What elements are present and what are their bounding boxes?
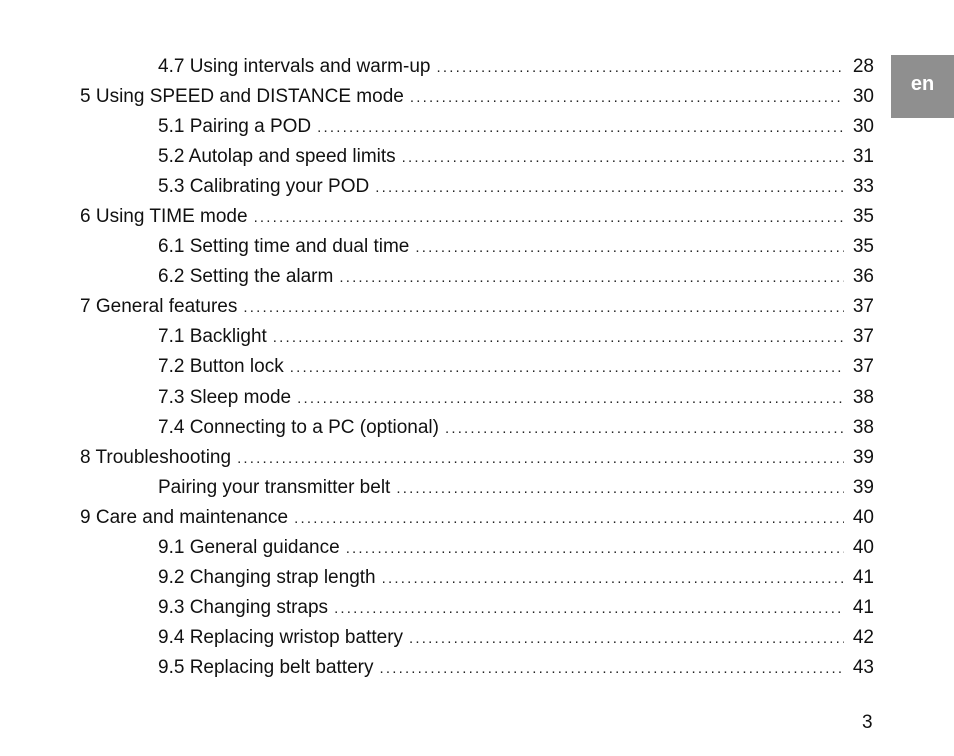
toc-entry-page: 41	[852, 597, 874, 619]
toc-dot-leader	[382, 564, 844, 594]
toc-dot-leader	[254, 203, 844, 233]
toc-entry-title: 6.2 Setting the alarm	[158, 266, 334, 288]
toc-entry	[0, 233, 954, 263]
toc-entry-title: 9.5 Replacing belt battery	[158, 657, 374, 679]
toc-entry-page: 37	[852, 326, 874, 348]
toc-entry	[0, 263, 954, 293]
toc-entry	[0, 353, 954, 383]
toc-entry-page: 43	[852, 657, 874, 679]
toc-dot-leader	[273, 323, 844, 353]
toc-entry	[0, 564, 954, 594]
toc-entry	[0, 293, 954, 323]
toc-entry-page: 38	[852, 416, 874, 438]
toc-entry-title: 8 Troubleshooting	[80, 446, 232, 468]
toc-dot-leader	[396, 474, 844, 504]
toc-dot-leader	[402, 143, 844, 173]
toc-dot-leader	[339, 263, 844, 293]
toc-dot-leader	[317, 113, 844, 143]
toc-entry-title: 6 Using TIME mode	[80, 206, 248, 228]
toc-entry-title: 7.1 Backlight	[158, 326, 267, 348]
toc-entry-title: 9 Care and maintenance	[80, 506, 289, 528]
toc-entry-title: 7 General features	[80, 296, 238, 318]
toc-dot-leader	[445, 414, 844, 444]
toc-entry	[0, 82, 954, 112]
language-tab-label: en	[910, 73, 935, 95]
toc-entry-title: 9.1 General guidance	[158, 537, 340, 559]
toc-dot-leader	[290, 353, 844, 383]
toc-entry-page: 35	[852, 206, 874, 228]
toc-entry	[0, 52, 954, 82]
toc-dot-leader	[346, 534, 844, 564]
toc-entry	[0, 654, 954, 684]
toc-entry-title: 5.3 Calibrating your POD	[158, 175, 370, 197]
toc-dot-leader	[415, 233, 844, 263]
toc-entry-title: 7.2 Button lock	[158, 356, 284, 378]
toc-dot-leader	[379, 654, 844, 684]
toc-dot-leader	[334, 594, 844, 624]
toc-dot-leader	[243, 293, 844, 323]
toc-entry-title: 5.2 Autolap and speed limits	[158, 145, 396, 167]
toc-dot-leader	[409, 624, 844, 654]
toc-entry	[0, 503, 954, 533]
toc-dot-leader	[237, 444, 844, 474]
toc-entry-page: 30	[852, 85, 874, 107]
toc-entry-page: 35	[852, 236, 874, 258]
toc-entry	[0, 534, 954, 564]
toc-entry-page: 36	[852, 266, 874, 288]
toc-dot-leader	[375, 173, 844, 203]
toc-entry-title: 6.1 Setting time and dual time	[158, 236, 410, 258]
toc-entry-page: 38	[852, 386, 874, 408]
toc-entry-page: 33	[852, 175, 874, 197]
toc-dot-leader	[294, 504, 844, 534]
toc-entry	[0, 594, 954, 624]
toc-entry-page: 39	[852, 446, 874, 468]
toc-entry	[0, 202, 954, 232]
toc-entry	[0, 112, 954, 142]
toc-entry	[0, 172, 954, 202]
toc-entry-page: 40	[852, 506, 874, 528]
toc-dot-leader	[297, 384, 844, 414]
toc-entry-page: 42	[852, 627, 874, 649]
toc-entry	[0, 473, 954, 503]
toc-entry-title: Pairing your transmitter belt	[158, 476, 391, 498]
toc-entry-title: 4.7 Using intervals and warm-up	[158, 55, 431, 77]
toc-entry-page: 30	[852, 115, 874, 137]
toc-entry-title: 5.1 Pairing a POD	[158, 115, 312, 137]
toc-dot-leader	[436, 53, 844, 83]
toc-entry-title: 7.4 Connecting to a PC (optional)	[158, 416, 439, 438]
toc-entry-page: 28	[852, 55, 874, 77]
toc-entry	[0, 624, 954, 654]
toc-entry	[0, 413, 954, 443]
toc-entry-title: 5 Using SPEED and DISTANCE mode	[80, 85, 404, 107]
toc-entry-page: 41	[852, 567, 874, 589]
toc-entry	[0, 383, 954, 413]
toc-entry-page: 37	[852, 356, 874, 378]
toc-entry-title: 9.2 Changing strap length	[158, 567, 376, 589]
toc-entry	[0, 323, 954, 353]
toc-entry	[0, 443, 954, 473]
toc-entry	[0, 142, 954, 172]
toc-entry-page: 40	[852, 537, 874, 559]
toc-entry-page: 39	[852, 476, 874, 498]
page-number: 3	[862, 712, 873, 733]
table-of-contents	[0, 52, 954, 684]
toc-entry-title: 7.3 Sleep mode	[158, 386, 292, 408]
toc-dot-leader	[410, 83, 844, 113]
toc-entry-page: 31	[852, 145, 874, 167]
toc-entry-title: 9.3 Changing straps	[158, 597, 329, 619]
toc-entry-page: 37	[852, 296, 874, 318]
toc-entry-title: 9.4 Replacing wristop battery	[158, 627, 404, 649]
